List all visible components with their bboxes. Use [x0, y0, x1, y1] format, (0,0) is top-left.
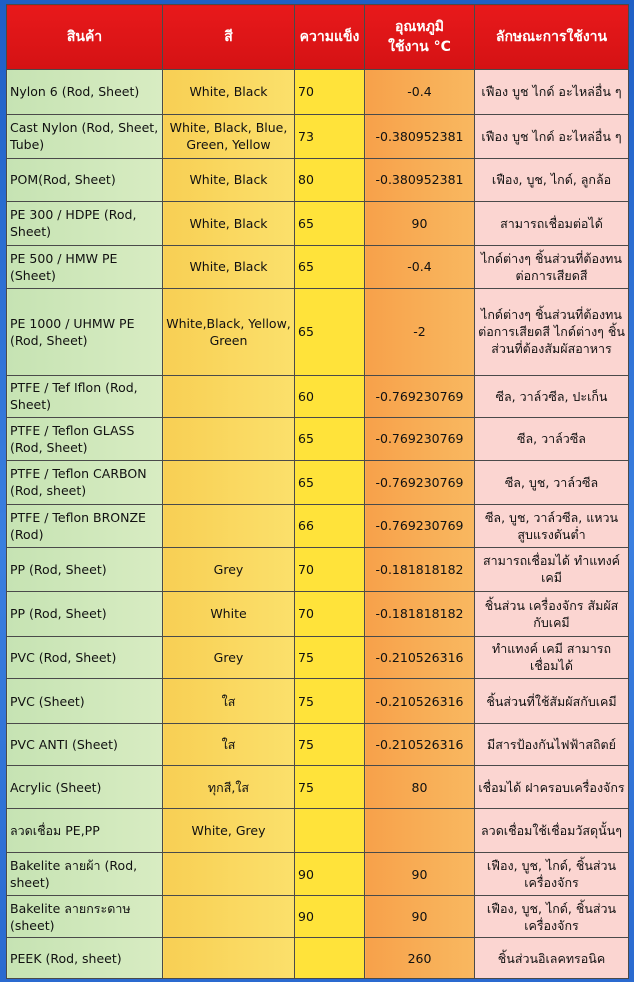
- color-cell: White, Black: [163, 201, 295, 246]
- color-cell: [163, 938, 295, 979]
- hardness-cell: 70: [295, 547, 365, 592]
- hardness-cell: [295, 938, 365, 979]
- temperature-cell: 90: [365, 853, 475, 896]
- color-cell: [163, 853, 295, 896]
- table-row: [7, 679, 629, 724]
- temperature-cell: -0.380952381: [365, 114, 475, 159]
- color-cell: White, Black, Blue, Green, Yellow: [163, 114, 295, 159]
- usage-cell: มีสารป้องกันไฟฟ้าสถิตย์: [475, 723, 629, 766]
- table-row: [7, 895, 629, 938]
- usage-cell: ทำแทงค์ เคมี สามารถเชื่อมได้: [475, 636, 629, 679]
- table-row: [7, 159, 629, 202]
- color-cell: ใส: [163, 723, 295, 766]
- color-cell: [163, 418, 295, 461]
- temperature-cell: 260: [365, 938, 475, 979]
- temperature-cell: -0.210526316: [365, 636, 475, 679]
- table-row: [7, 505, 629, 548]
- color-cell: ใส: [163, 679, 295, 724]
- table-row: [7, 766, 629, 809]
- header-hardness: ความแข็ง: [295, 5, 365, 70]
- hardness-cell: 90: [295, 895, 365, 938]
- color-cell: White, Grey: [163, 808, 295, 853]
- product-cell: Acrylic (Sheet): [7, 766, 163, 809]
- usage-cell: ซีล, วาล์วซีล: [475, 418, 629, 461]
- header-color: สี: [163, 5, 295, 70]
- product-cell: ลวดเชื่อม PE,PP: [7, 808, 163, 853]
- header-temperature-line2: ใช้งาน °C: [388, 39, 451, 55]
- header-usage: ลักษณะการใช้งาน: [475, 5, 629, 70]
- usage-cell: ชิ้นส่วนอิเลคทรอนิค: [475, 938, 629, 979]
- temperature-cell: 80: [365, 766, 475, 809]
- temperature-cell: -0.380952381: [365, 159, 475, 202]
- header-row: [7, 5, 629, 70]
- color-cell: [163, 505, 295, 548]
- hardness-cell: 66: [295, 505, 365, 548]
- product-cell: PE 300 / HDPE (Rod, Sheet): [7, 201, 163, 246]
- usage-cell: สามารถเชื่อมได้ ทำแทงค์ เคมี: [475, 547, 629, 592]
- usage-cell: ชิ้นส่วน เครื่องจักร สัมผัสกับเคมี: [475, 592, 629, 637]
- table-row: [7, 288, 629, 375]
- product-cell: PVC (Rod, Sheet): [7, 636, 163, 679]
- color-cell: [163, 460, 295, 505]
- product-cell: Cast Nylon (Rod, Sheet, Tube): [7, 114, 163, 159]
- color-cell: White,Black, Yellow, Green: [163, 288, 295, 375]
- temperature-cell: -0.4: [365, 70, 475, 115]
- hardness-cell: 70: [295, 592, 365, 637]
- hardness-cell: 70: [295, 70, 365, 115]
- header-product: สินค้า: [7, 5, 163, 70]
- product-cell: Nylon 6 (Rod, Sheet): [7, 70, 163, 115]
- color-cell: [163, 375, 295, 418]
- hardness-cell: 80: [295, 159, 365, 202]
- product-cell: PE 1000 / UHMW PE (Rod, Sheet): [7, 288, 163, 375]
- product-cell: PP (Rod, Sheet): [7, 592, 163, 637]
- product-cell: Bakelite ลายกระดาษ (sheet): [7, 895, 163, 938]
- temperature-cell: -0.769230769: [365, 375, 475, 418]
- color-cell: [163, 895, 295, 938]
- table-row: [7, 547, 629, 592]
- temperature-cell: -0.181818182: [365, 547, 475, 592]
- color-cell: ทุกสี,ใส: [163, 766, 295, 809]
- usage-cell: ซีล, วาล์วซีล, ปะเก็น: [475, 375, 629, 418]
- table-row: [7, 853, 629, 896]
- material-table: [6, 4, 629, 979]
- hardness-cell: [295, 808, 365, 853]
- temperature-cell: 90: [365, 895, 475, 938]
- temperature-cell: -0.210526316: [365, 723, 475, 766]
- hardness-cell: 73: [295, 114, 365, 159]
- hardness-cell: 75: [295, 636, 365, 679]
- table-row: [7, 201, 629, 246]
- product-cell: PTFE / Teflon BRONZE (Rod): [7, 505, 163, 548]
- color-cell: White, Black: [163, 246, 295, 289]
- usage-cell: เฟือง บูช ไกด์ อะไหล่อื่น ๆ: [475, 114, 629, 159]
- usage-cell: เฟือง, บูช, ไกด์, ชิ้นส่วนเครื่องจักร: [475, 895, 629, 938]
- color-cell: White: [163, 592, 295, 637]
- table-row: [7, 938, 629, 979]
- temperature-cell: [365, 808, 475, 853]
- product-cell: POM(Rod, Sheet): [7, 159, 163, 202]
- product-cell: Bakelite ลายผ้า (Rod, sheet): [7, 853, 163, 896]
- usage-cell: เชื่อมได้ ฝาครอบเครื่องจักร: [475, 766, 629, 809]
- product-cell: PVC ANTI (Sheet): [7, 723, 163, 766]
- usage-cell: ไกด์ต่างๆ ชิ้นส่วนที่ต้องทนต่อการเสียดสี: [475, 246, 629, 289]
- usage-cell: เฟือง บูช ไกด์ อะไหล่อื่น ๆ: [475, 70, 629, 115]
- table-row: [7, 375, 629, 418]
- table-row: [7, 114, 629, 159]
- table-row: [7, 592, 629, 637]
- usage-cell: เฟือง, บูช, ไกด์, ลูกล้อ: [475, 159, 629, 202]
- usage-cell: ชิ้นส่วนที่ใช้สัมผัสกับเคมี: [475, 679, 629, 724]
- product-cell: PTFE / Tef Iflon (Rod, Sheet): [7, 375, 163, 418]
- product-cell: PE 500 / HMW PE (Sheet): [7, 246, 163, 289]
- usage-cell: ซีล, บูช, วาล์วซีล: [475, 460, 629, 505]
- hardness-cell: 75: [295, 766, 365, 809]
- usage-cell: สามารถเชื่อมต่อได้: [475, 201, 629, 246]
- table-row: [7, 636, 629, 679]
- product-cell: PTFE / Teflon GLASS (Rod, Sheet): [7, 418, 163, 461]
- usage-cell: ไกด์ต่างๆ ชิ้นส่วนที่ต้องทนต่อการเสียดสี ไกด์ต่างๆ ชิ้นส่วนที่ต้องสัมผัสอาหาร: [475, 288, 629, 375]
- product-cell: PTFE / Teflon CARBON (Rod, sheet): [7, 460, 163, 505]
- temperature-cell: 90: [365, 201, 475, 246]
- usage-cell: ลวดเชื่อมใช้เชื่อมวัสดุนั้นๆ: [475, 808, 629, 853]
- table-row: [7, 808, 629, 853]
- hardness-cell: 90: [295, 853, 365, 896]
- hardness-cell: 65: [295, 246, 365, 289]
- hardness-cell: 65: [295, 288, 365, 375]
- color-cell: Grey: [163, 636, 295, 679]
- table-row: [7, 246, 629, 289]
- hardness-cell: 65: [295, 418, 365, 461]
- temperature-cell: -0.769230769: [365, 460, 475, 505]
- usage-cell: ซีล, บูช, วาล์วซีล, แหวนสูบแรงดันต่ำ: [475, 505, 629, 548]
- color-cell: White, Black: [163, 70, 295, 115]
- hardness-cell: 75: [295, 723, 365, 766]
- usage-cell: เฟือง, บูช, ไกด์, ชิ้นส่วนเครื่องจักร: [475, 853, 629, 896]
- header-temperature-line1: อุณหภูมิ: [394, 19, 445, 35]
- table-row: [7, 418, 629, 461]
- temperature-cell: -0.181818182: [365, 592, 475, 637]
- hardness-cell: 60: [295, 375, 365, 418]
- hardness-cell: 65: [295, 201, 365, 246]
- table-row: [7, 70, 629, 115]
- header-temperature: [365, 5, 475, 70]
- color-cell: White, Black: [163, 159, 295, 202]
- product-cell: PP (Rod, Sheet): [7, 547, 163, 592]
- temperature-cell: -0.210526316: [365, 679, 475, 724]
- table-row: [7, 460, 629, 505]
- temperature-cell: -0.769230769: [365, 418, 475, 461]
- product-cell: PVC (Sheet): [7, 679, 163, 724]
- hardness-cell: 65: [295, 460, 365, 505]
- hardness-cell: 75: [295, 679, 365, 724]
- product-cell: PEEK (Rod, sheet): [7, 938, 163, 979]
- temperature-cell: -2: [365, 288, 475, 375]
- temperature-cell: -0.4: [365, 246, 475, 289]
- temperature-cell: -0.769230769: [365, 505, 475, 548]
- color-cell: Grey: [163, 547, 295, 592]
- table-row: [7, 723, 629, 766]
